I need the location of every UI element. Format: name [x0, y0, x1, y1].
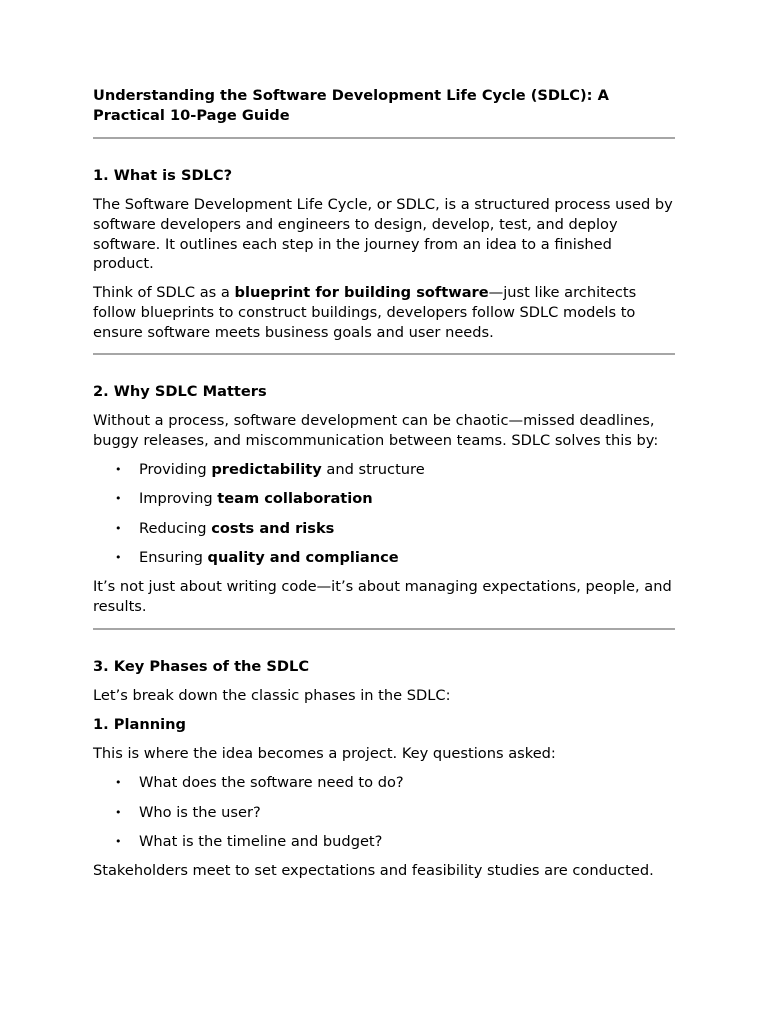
bold-text: team collaboration [217, 490, 373, 508]
text-run: Reducing [139, 519, 212, 537]
list-item [93, 832, 675, 852]
paragraph: This is where the idea becomes a project. Key questions asked: [93, 745, 556, 763]
bullet-icon: • [115, 492, 122, 506]
bullet-list [93, 460, 675, 568]
text-run: Think of SDLC as a [93, 284, 235, 302]
bullet-icon: • [115, 463, 122, 477]
text-run: —just like architects follow blueprints to construct buildings, developers follow SDLC models to ensure software meets business goals and user needs. [93, 284, 637, 341]
bold-text: quality and compliance [207, 549, 399, 567]
list-item [93, 489, 675, 509]
bullet-icon: • [115, 551, 122, 565]
paragraph: The Software Development Life Cycle, or SDLC, is a structured process used by software developers and engineers to design, develop, test, and deploy software. It outlines each step in the journey from an idea to a finished product. [93, 196, 673, 273]
text-run: Ensuring [139, 549, 208, 567]
text-run: Who is the user? [139, 803, 261, 821]
paragraph: Stakeholders meet to set expectations and feasibility studies are conducted. [93, 862, 654, 880]
paragraph: Let’s break down the classic phases in the SDLC: [93, 686, 451, 704]
text-run: What does the software need to do? [139, 774, 404, 792]
bullet-icon: • [115, 776, 122, 790]
list-item [93, 803, 675, 823]
text-run: and structure [321, 461, 425, 479]
bullet-icon: • [115, 805, 122, 819]
bullet-icon: • [115, 835, 122, 849]
phase-heading-planning: 1. Planning [93, 716, 186, 734]
paragraph [93, 283, 675, 342]
bold-text: predictability [211, 461, 322, 479]
document-title: Understanding the Software Development Life Cycle (SDLC): A Practical 10-Page Guide [93, 87, 609, 124]
section-heading-what-is-sdlc: 1. What is SDLC? [93, 167, 233, 185]
bold-text: costs and risks [211, 519, 335, 537]
section-heading-key-phases: 3. Key Phases of the SDLC [93, 657, 310, 675]
paragraph: Without a process, software development can be chaotic—missed deadlines, buggy releases, and miscommunication between teams. SDLC solves this by: [93, 412, 659, 449]
paragraph: It’s not just about writing code—it’s about managing expectations, people, and results. [93, 578, 672, 616]
section-heading-why-sdlc-matters: 2. Why SDLC Matters [93, 383, 267, 401]
list-item [93, 460, 675, 480]
document-page [93, 86, 675, 881]
list-item [93, 519, 675, 539]
list-item [93, 773, 675, 793]
text-run: Providing [139, 461, 212, 479]
text-run: Improving [139, 490, 218, 508]
bold-text: blueprint for building software [234, 284, 489, 302]
list-item [93, 548, 675, 568]
bullet-list [93, 773, 675, 851]
text-run: What is the timeline and budget? [139, 833, 383, 851]
bullet-icon: • [115, 521, 122, 535]
